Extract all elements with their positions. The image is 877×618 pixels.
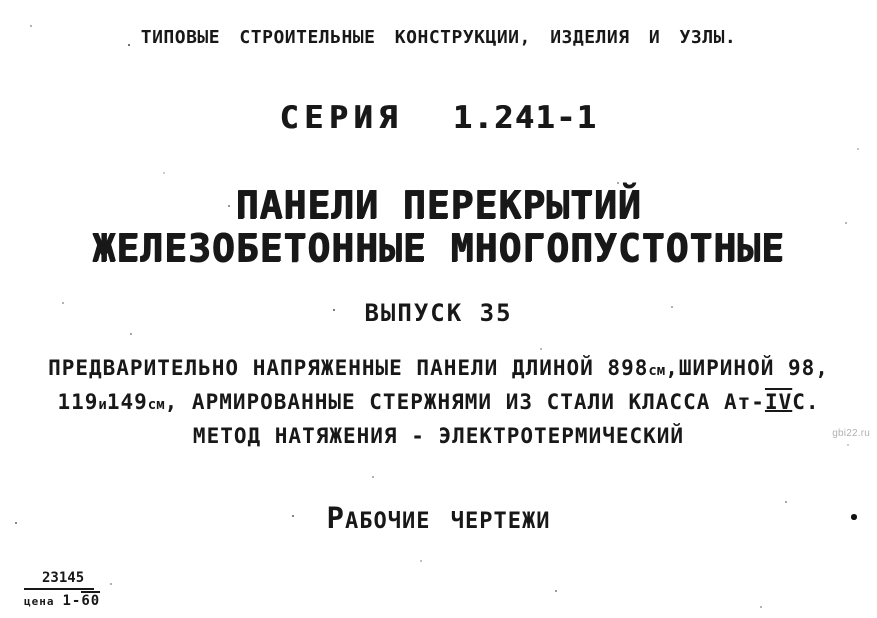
unit-cm: см bbox=[147, 397, 165, 413]
working-drawings-label: РАБОЧИЕ ЧЕРТЕЖИ bbox=[326, 501, 551, 535]
document-title-line1: ПАНЕЛИ ПЕРЕКРЫТИЙ bbox=[235, 183, 642, 227]
stamp-code: 23145 bbox=[24, 570, 94, 590]
price-rubles: 1- bbox=[62, 593, 82, 609]
width-value-119: 119 bbox=[57, 390, 99, 414]
document-category-header: ТИПОВЫЕ СТРОИТЕЛЬНЫЕ КОНСТРУКЦИИ, ИЗДЕЛИЯ И УЗЛЫ. bbox=[140, 27, 737, 48]
site-watermark: gbi22.ru bbox=[832, 428, 870, 439]
price-stamp bbox=[24, 570, 100, 610]
document-title bbox=[0, 184, 877, 270]
width-value-149: 149 bbox=[106, 390, 148, 414]
spec-line-3: МЕТОД НАТЯЖЕНИЯ - ЭЛЕКТРОТЕРМИЧЕСКИЙ bbox=[192, 424, 685, 448]
steel-class-suffix: С. bbox=[792, 390, 820, 414]
series-label: СЕРИЯ bbox=[279, 100, 403, 136]
spec-line-2 bbox=[10, 387, 867, 421]
series-line bbox=[0, 100, 877, 136]
spec-line-1 bbox=[10, 353, 867, 387]
steel-class-roman-numeral: IV bbox=[764, 390, 793, 414]
scan-noise-specks bbox=[0, 0, 2, 2]
conjunction-i: и bbox=[98, 397, 107, 413]
unit-cm: см bbox=[648, 363, 666, 379]
specification-paragraph bbox=[10, 353, 867, 452]
issue-number: ВЫПУСК 35 bbox=[364, 299, 513, 327]
price-kopecks: 60 bbox=[81, 593, 101, 609]
spec-line1-text: ПРЕДВАРИТЕЛЬНО НАПРЯЖЕННЫЕ ПАНЕЛИ ДЛИНОЙ 898 bbox=[48, 356, 649, 380]
stamp-price-row bbox=[24, 591, 100, 610]
spec-line1-text-b: ,ШИРИНОЙ 98, bbox=[665, 356, 829, 380]
price-label: цена bbox=[24, 595, 55, 608]
series-number: 1.241-1 bbox=[452, 100, 598, 136]
document-title-line2: ЖЕЛЕЗОБЕТОННЫЕ МНОГОПУСТОТНЫЕ bbox=[92, 226, 785, 270]
spec-line2-text: , АРМИРОВАННЫЕ СТЕРЖНЯМИ ИЗ СТАЛИ КЛАССА Ат- bbox=[164, 390, 765, 414]
